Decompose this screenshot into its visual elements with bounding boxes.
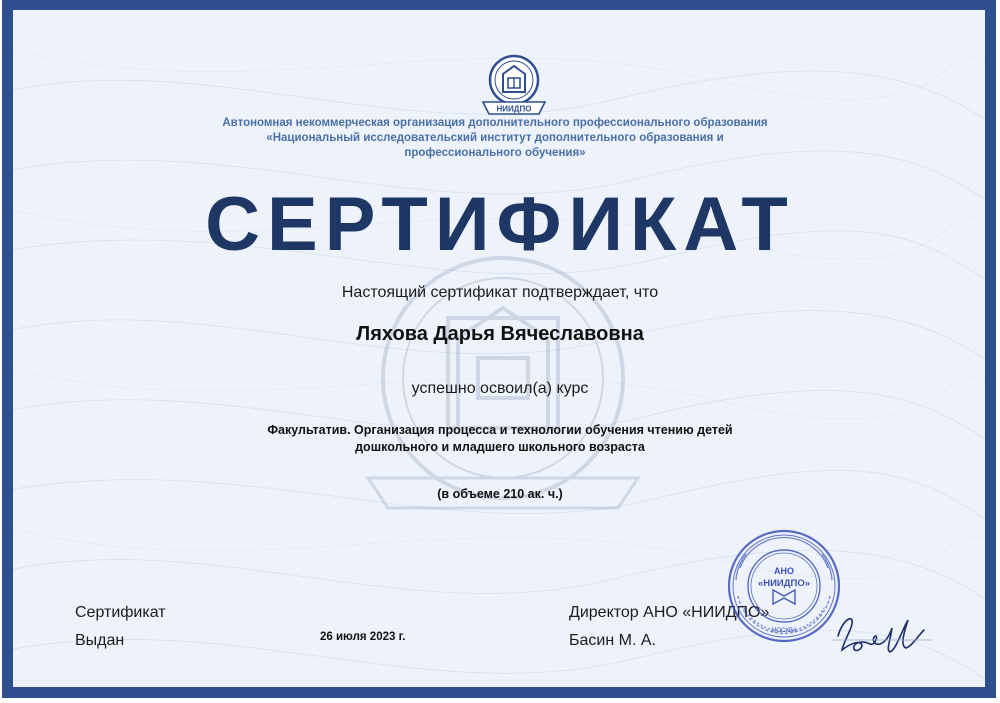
stamp-center-top: АНО xyxy=(774,566,794,576)
issued-label-line-2: Выдан xyxy=(75,632,125,649)
organization-line-1: Автономная некоммерческая организация дополнительного профессионального образования xyxy=(222,117,768,129)
book-icon xyxy=(773,590,795,604)
recipient-name: Ляхова Дарья Вячеславовна xyxy=(356,323,644,345)
organization-name xyxy=(200,116,790,161)
issued-label xyxy=(75,599,166,655)
issue-date: 26 июля 2023 г. xyxy=(320,631,406,643)
mastered-text: успешно освоил(а) курс xyxy=(411,380,589,397)
certificate-frame xyxy=(2,0,996,698)
handwritten-signature-icon xyxy=(832,606,932,660)
round-seal-icon xyxy=(726,528,842,644)
director-title: Директор АНО «НИИДПО» xyxy=(569,604,770,621)
issued-label-line-1: Сертификат xyxy=(75,604,166,621)
course-title-line-1: Факультатив. Организация процесса и технологии обучения чтению детей xyxy=(267,423,733,437)
niidpo-logo-icon xyxy=(479,52,549,118)
confirm-text: Настоящий сертификат подтверждает, что xyxy=(341,284,659,301)
organization-line-2: «Национальный исследовательский институт дополнительного образования и xyxy=(266,132,724,144)
organization-line-3: профессионального обучения» xyxy=(404,147,586,159)
course-hours: (в объеме 210 ак. ч.) xyxy=(437,487,563,501)
course-title xyxy=(200,422,800,456)
course-title-line-2: дошкольного и младшего школьного возраста xyxy=(355,440,645,454)
stamp-center-name: «НИИДПО» xyxy=(757,578,811,589)
certificate-title: СЕРТИФИКАТ xyxy=(205,182,795,267)
stamp-city: МОСКВА xyxy=(771,628,797,634)
svg-text:НИИДПО: НИИДПО xyxy=(496,104,532,114)
director-name: Басин М. А. xyxy=(569,632,656,649)
